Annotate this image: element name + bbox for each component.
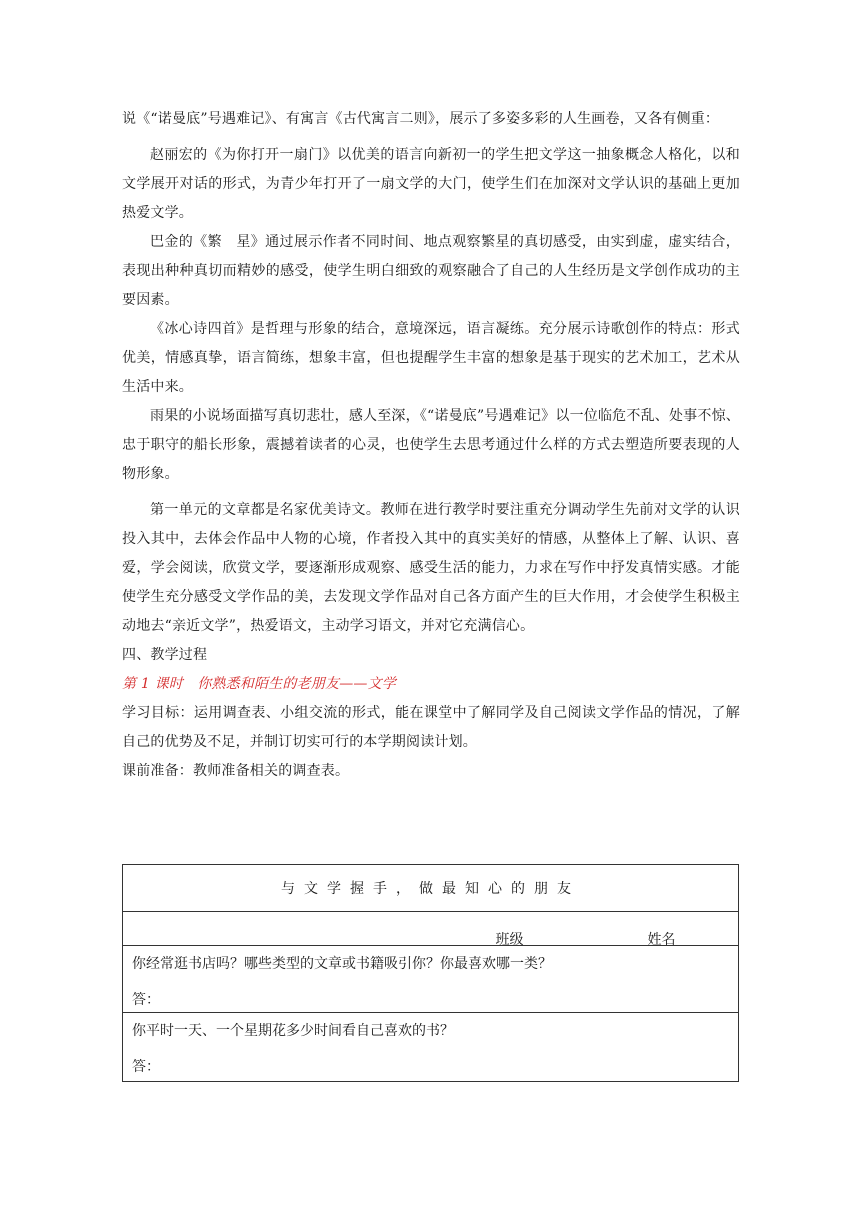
learning-goal: 学习目标：运用调查表、小组交流的形式，能在课堂中了解同学及自己阅读文学作品的情况，了解自己的优势及不足，并制订切实可行的本学期阅读计划。 bbox=[122, 705, 740, 750]
paragraph-hugo: 雨果的小说场面描写真切悲壮，感人至深，《“诺曼底”号遇难记》以一位临危不乱、处事不惊、忠于职守的船长形象，震撼着读者的心灵，也使学生去思考通过什么样的方式去塑造所要表现的人物形象。 bbox=[122, 408, 740, 482]
answer-label: 答： bbox=[132, 1059, 160, 1075]
survey-question-1 bbox=[123, 946, 739, 1013]
name-label: 姓名 bbox=[647, 931, 676, 948]
paragraph-unit-summary: 第一单元的文章都是名家优美诗文。教师在进行教学时要注重充分调动学生先前对文学的认识投入其中，去体会作品中人物的心境，作者投入其中的真实美好的情感，从整体上了解、认识、喜爱，学会阅读，欣赏文学，要逐渐形成观察、感受生活的能力，力求在写作中抒发真情实感。才能使学生充分感受文学作品的美，去发现文学作品对自己各方面产生的巨大作用，才会使学生积极主动地去“亲近文学”，热爱语文，主动学习语文，并对它充满信心。 bbox=[122, 502, 740, 634]
preparation: 课前准备：教师准备相关的调查表。 bbox=[122, 763, 350, 779]
question-text: 你平时一天、一个星期花多少时间看自己喜欢的书？ bbox=[132, 1023, 454, 1039]
question-text: 你经常逛书店吗？哪些类型的文章或书籍吸引你？你最喜欢哪一类？ bbox=[132, 956, 552, 972]
paragraph-bing-xin: 《冰心诗四首》是哲理与形象的结合，意境深远，语言凝练。充分展示诗歌创作的特点：形式优美，情感真挚，语言简练，想象丰富，但也提醒学生丰富的想象是基于现实的艺术加工，艺术从生活中来。 bbox=[122, 321, 740, 395]
survey-title: 与文学握手，做最知心的朋友 bbox=[123, 865, 739, 912]
answer-label: 答： bbox=[132, 992, 160, 1008]
class-label: 班级 bbox=[495, 931, 524, 948]
body-text bbox=[122, 105, 740, 786]
paragraph-intro-continued: 说《“诺曼底”号遇难记》、有寓言《古代寓言二则》，展示了多姿多彩的人生画卷，又各有侧重： bbox=[122, 111, 720, 127]
lesson-heading: 第 1 课时 你熟悉和陌生的老朋友——文学 bbox=[122, 676, 397, 692]
section-title: 四、教学过程 bbox=[122, 647, 208, 663]
survey-class-row bbox=[123, 912, 739, 946]
paragraph-zhao-lihong: 赵丽宏的《为你打开一扇门》以优美的语言向新初一的学生把文学这一抽象概念人格化，以和文学展开对话的形式，为青少年打开了一扇文学的大门，使学生们在加深对文学认识的基础上更加热爱文学。 bbox=[122, 147, 740, 221]
survey-table bbox=[122, 864, 739, 1082]
survey-question-2 bbox=[123, 1013, 739, 1082]
paragraph-ba-jin: 巴金的《繁 星》通过展示作者不同时间、地点观察繁星的真切感受，由实到虚，虚实结合，表现出种种真切而精妙的感受，使学生明白细致的观察融合了自己的人生经历是文学创作成功的主要因素。 bbox=[122, 234, 740, 308]
